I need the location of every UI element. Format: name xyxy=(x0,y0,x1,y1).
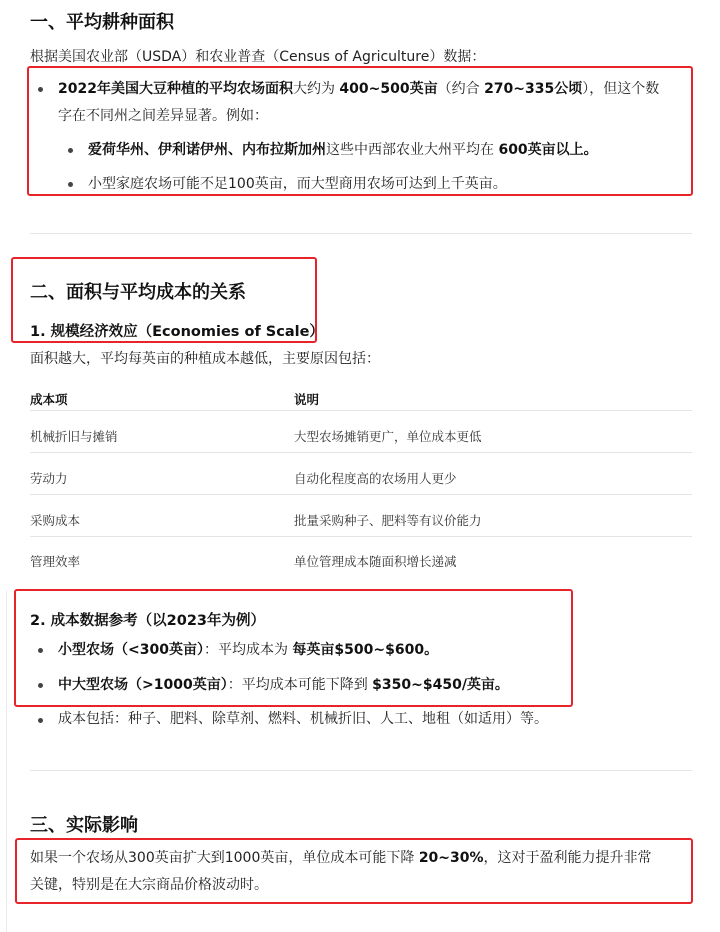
bullet-dot xyxy=(38,718,43,723)
bold-text: 400~500英亩 xyxy=(339,81,438,97)
section2-intro: 面积越大，平均每英亩的种植成本越低，主要原因包括： xyxy=(30,351,380,367)
section1-bullet1-line2: 字在不同州之间差异显著。例如： xyxy=(58,108,268,124)
left-border xyxy=(6,590,7,932)
text: 如果一个农场从300英亩扩大到1000英亩，单位成本可能下降 xyxy=(30,850,419,866)
bold-text: 2022年美国大豆种植的平均农场面积 xyxy=(58,81,293,97)
bold-text: $350~$450/英亩。 xyxy=(372,677,509,693)
text: 大约为 xyxy=(292,81,340,97)
table-line xyxy=(30,410,692,411)
highlight-box xyxy=(27,66,693,196)
section1-title: 一、平均耕种面积 xyxy=(30,12,174,33)
table-cell: 大型农场摊销更广，单位成本更低 xyxy=(294,429,482,444)
table-cell: 劳动力 xyxy=(30,471,68,486)
divider xyxy=(30,233,692,234)
bold-text: 20~30% xyxy=(418,850,484,866)
text: ），但这个数 xyxy=(582,81,660,97)
section2-subtitle2: 2. 成本数据参考（以2023年为例） xyxy=(30,613,266,629)
bold-text: 小型农场（<300英亩） xyxy=(58,642,204,658)
table-line xyxy=(30,536,692,537)
bold-text: 270~335公顷 xyxy=(484,81,583,97)
table-header-item: 成本项 xyxy=(30,392,68,407)
highlight-box xyxy=(15,838,693,904)
section1-intro: 根据美国农业部（USDA）和农业普查（Census of Agriculture）数据： xyxy=(30,49,486,65)
text: ：平均成本可能下降到 xyxy=(227,677,373,693)
table-cell: 单位管理成本随面积增长递减 xyxy=(294,554,457,569)
section2-title: 二、面积与平均成本的关系 xyxy=(30,282,246,303)
text: ，这对于盈利能力提升非常 xyxy=(483,850,652,866)
text: ：平均成本为 xyxy=(203,642,293,658)
bold-text: 爱荷华州、伊利诺伊州、内布拉斯加州 xyxy=(88,142,326,158)
table-cell: 机械折旧与摊销 xyxy=(30,429,118,444)
highlight-box xyxy=(14,589,573,707)
table-cell: 采购成本 xyxy=(30,513,81,528)
table-header-desc: 说明 xyxy=(294,392,320,407)
highlight-box xyxy=(11,257,317,343)
bold-text: 600英亩以上。 xyxy=(498,142,598,158)
section1-sub2: 小型家庭农场可能不足100英亩，而大型商用农场可达到上千英亩。 xyxy=(88,176,507,192)
section2-bulletC: 成本包括：种子、肥料、除草剂、燃料、机械折旧、人工、地租（如适用）等。 xyxy=(58,711,548,727)
text: 这些中西部农业大州平均在 xyxy=(326,142,499,158)
table-line xyxy=(30,494,692,495)
section2-subtitle: 1. 规模经济效应（Economies of Scale） xyxy=(30,324,324,340)
text: （约合 xyxy=(437,81,485,97)
section3-title: 三、实际影响 xyxy=(30,815,138,836)
bold-text: 每英亩$500~$600。 xyxy=(292,642,439,658)
divider xyxy=(30,770,692,771)
section3-line2: 关键，特别是在大宗商品价格波动时。 xyxy=(30,877,268,893)
bold-text: 中大型农场（>1000英亩） xyxy=(58,677,228,693)
table-cell: 自动化程度高的农场用人更少 xyxy=(294,471,457,486)
table-cell: 管理效率 xyxy=(30,554,81,569)
table-cell: 批量采购种子、肥料等有议价能力 xyxy=(294,513,482,528)
table-line xyxy=(30,452,692,453)
